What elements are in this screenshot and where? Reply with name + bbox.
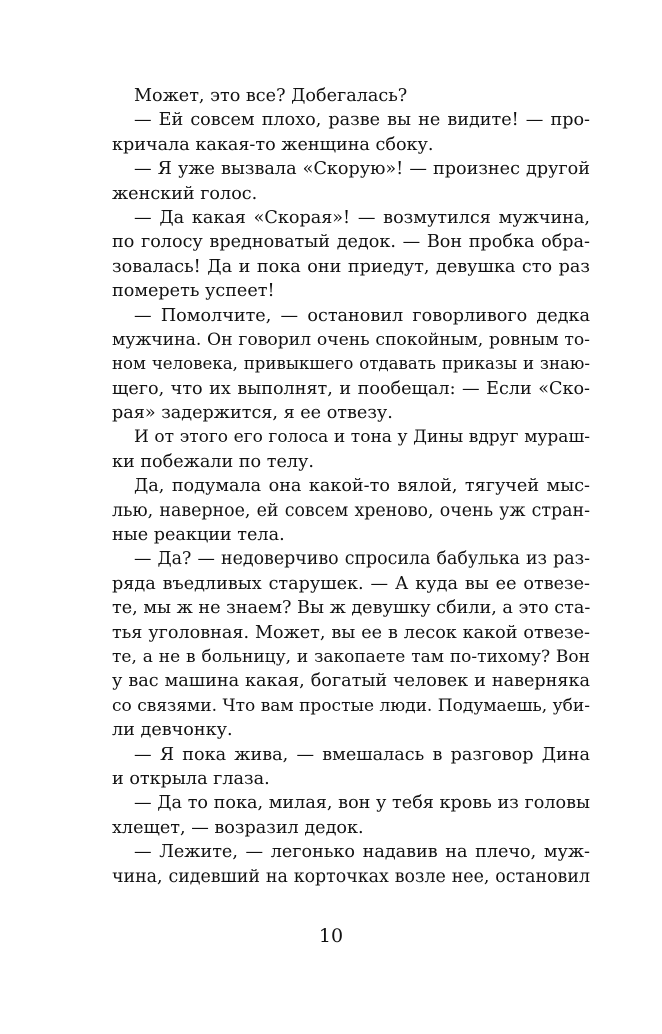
text-line: Да, подумала она какой-то вялой, тягучей мыс- [134,476,590,497]
page-number: 10 [318,925,344,947]
text-line: со связями. Что вам простые люди. Подумаешь, уби- [112,695,590,716]
text-line: лью, наверное, ей совсем хреново, очень уж стран- [112,500,590,521]
text-line: у вас машина какая, богатый человек и наверняка [112,671,590,692]
text-line: — Я уже вызвала «Скорую»! — произнес другой [134,159,590,180]
text-line: те, мы ж не знаем? Вы ж девушку сбили, а это ста- [112,598,591,619]
text-line: — Да какая «Скорая»! — возмутился мужчина, [134,207,590,228]
text-line: и открыла глаза. [112,768,270,789]
text-line: ли девчонку. [112,720,233,741]
text-line: Может, это все? Добегалась? [134,86,408,106]
text-line: те, а не в больницу, и закопаете там по-тихому? Вон [112,646,590,667]
text-line: — Лежите, — легонько надавив на плечо, муж- [134,842,590,863]
text-line: ном человека, привыкшего отдавать приказы и знаю- [112,354,590,374]
text-line: рая» задержится, я ее отвезу. [112,403,393,424]
text-line: женский голос. [112,183,258,204]
text-line: мужчина. Он говорил очень спокойным, ровным то- [112,329,590,350]
text-line: — Да? — недоверчиво спросила бабулька из раз- [134,549,590,570]
text-line: помереть успеет! [112,281,275,302]
text-line: кричала какая-то женщина сбоку. [112,134,434,155]
text-line: чина, сидевший на корточках возле нее, остановил [112,866,590,887]
text-line: — Да то пока, милая, вон у тебя кровь из головы [134,793,590,814]
text-line: — Я пока жива, — вмешалась в разговор Дина [134,744,590,765]
text-line: зовалась! Да и пока они приедут, девушка сто раз [112,256,590,277]
text-line: щего, что их выполнят, и пообещал: — Если «Ско- [112,378,590,399]
text-line: ряда въедливых старушек. — А куда вы ее отвезе- [112,573,590,594]
text-line: ные реакции тела. [112,525,285,546]
text-line: хлещет, — возразил дедок. [112,817,364,838]
body-text [112,84,590,889]
text-line: — Помолчите, — остановил говорливого дедка [134,305,590,326]
text-line: — Ей совсем плохо, разве вы не видите! — про- [134,110,590,131]
text-line: ки побежали по телу. [112,451,314,472]
text-line: И от этого его голоса и тона у Дины вдруг мураш- [134,427,590,448]
text-line: тья уголовная. Может, вы ее в лесок какой отвезе- [112,622,590,643]
text-line: по голосу вредноватый дедок. — Вон пробка обра- [112,232,590,253]
